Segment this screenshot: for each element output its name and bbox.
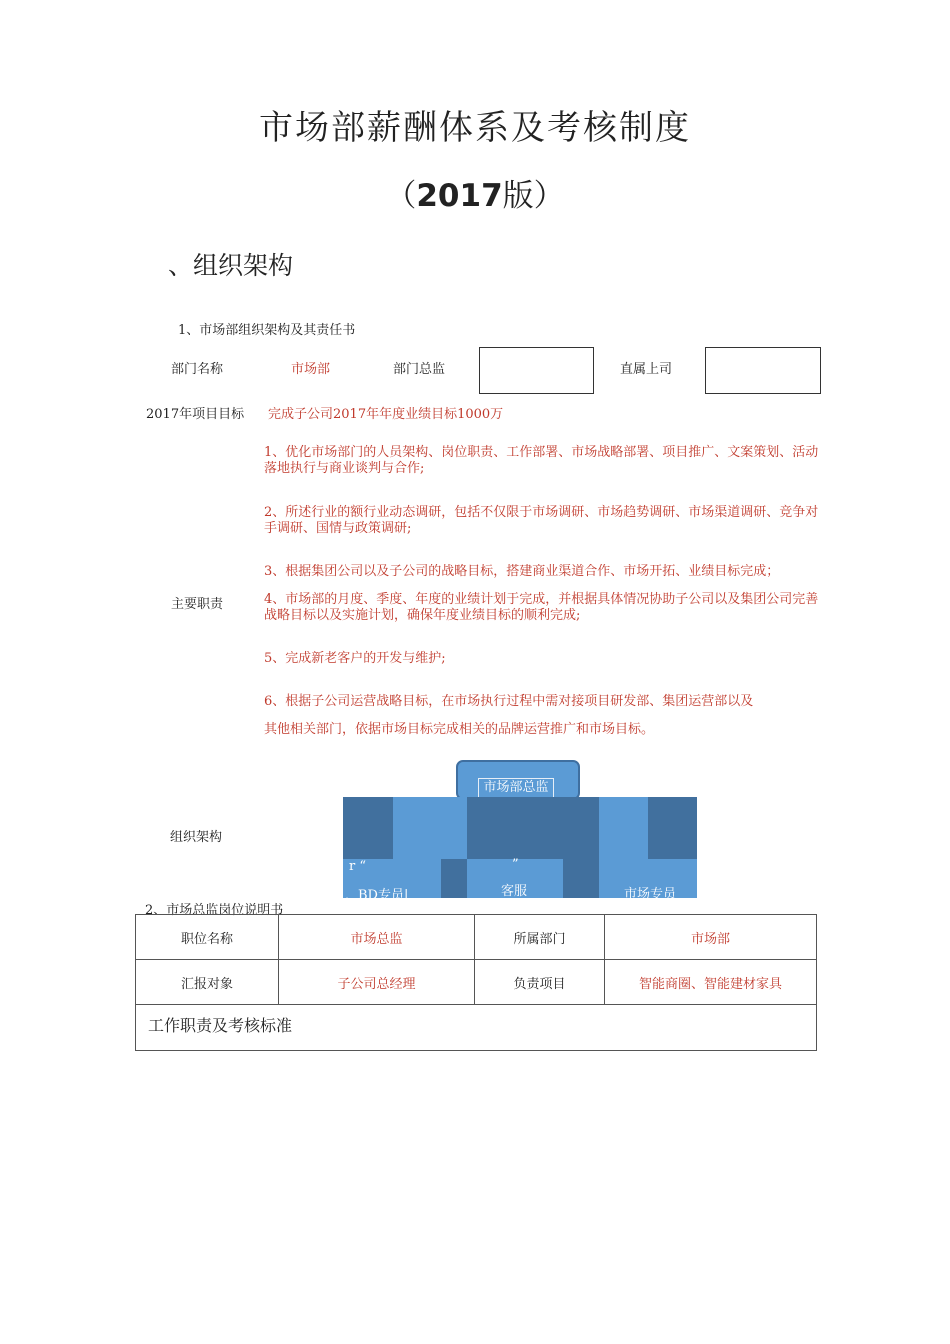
- org-node-service-label: 客服: [501, 884, 528, 899]
- table-cell-value: 市场总监: [279, 915, 475, 960]
- subtitle-year: 2017: [416, 178, 503, 214]
- goal-label: 2017年项目目标: [146, 407, 245, 422]
- duty-item-3: 3、根据集团公司以及子公司的战略目标，搭建商业渠道合作、市场开拓、业绩目标完成；: [264, 564, 780, 579]
- org-block: [441, 859, 467, 898]
- duty-item-1: 1、优化市场部门的人员架构、岗位职责、工作部署、市场战略部署、项目推广、文案策划、活动落地执行与商业谈判与合作;: [264, 445, 819, 476]
- org-mark: ”: [512, 857, 519, 872]
- dept-name-value: 市场部: [291, 362, 331, 377]
- table-row: [136, 915, 817, 960]
- org-block: [648, 797, 697, 859]
- superior-field[interactable]: [705, 347, 821, 394]
- table-row: [136, 1005, 817, 1051]
- subtitle-open: （: [385, 178, 417, 214]
- goal-value: 完成子公司2017年年度业绩目标1000万: [268, 407, 504, 422]
- position-table: [135, 914, 817, 1051]
- org-block: [343, 797, 393, 859]
- org-block: [393, 797, 467, 859]
- org-label: 组织架构: [170, 830, 223, 845]
- table-cell-label: 汇报对象: [136, 960, 279, 1005]
- table-footer-heading: 工作职责及考核标准: [136, 1005, 817, 1051]
- subtitle-rest: 版）: [502, 178, 565, 214]
- org-block: [467, 797, 599, 859]
- section-heading-org: 、组织架构: [168, 251, 294, 280]
- duties-label: 主要职责: [171, 597, 224, 612]
- org-node-top-label: 市场部总监: [478, 778, 554, 798]
- org-mark: r “: [349, 859, 366, 874]
- table-cell-label: 职位名称: [136, 915, 279, 960]
- table-cell-label: 所属部门: [475, 915, 605, 960]
- org-node-specialist-label: 市场专员: [624, 887, 677, 902]
- dept-name-label: 部门名称: [171, 362, 224, 377]
- director-field[interactable]: [479, 347, 594, 394]
- duty-item-6-cont: 其他相关部门，依据市场目标完成相关的品牌运营推广和市场目标。: [264, 722, 655, 737]
- duty-item-2: 2、所述行业的额行业动态调研，包括不仅限于市场调研、市场趋势调研、市场渠道调研、竞争对手调研、国情与政策调研;: [264, 505, 819, 536]
- table-cell-value: 智能商圈、智能建材家具: [605, 960, 817, 1005]
- responsibility-heading: 1、市场部组织架构及其责任书: [178, 323, 356, 338]
- org-node-bd-label: ，BD专员|: [345, 888, 409, 903]
- table-row: [136, 960, 817, 1005]
- table-cell-label: 负责项目: [475, 960, 605, 1005]
- duty-item-5: 5、完成新老客户的开发与维护;: [264, 651, 446, 666]
- table-cell-value: 市场部: [605, 915, 817, 960]
- duty-item-6: 6、根据子公司运营战略目标，在市场执行过程中需对接项目研发部、集团运营部以及: [264, 694, 754, 709]
- org-block: [599, 797, 648, 859]
- duty-item-4: 4、市场部的月度、季度、年度的业绩计划于完成，并根据具体情况协助子公司以及集团公司完善战略目标以及实施计划，确保年度业绩目标的顺利完成;: [264, 592, 819, 623]
- document-title: 市场部薪酬体系及考核制度: [259, 108, 691, 148]
- table-cell-value: 子公司总经理: [279, 960, 475, 1005]
- org-block: [563, 859, 599, 898]
- document-subtitle: [0, 170, 950, 215]
- superior-label: 直属上司: [620, 362, 673, 377]
- position-heading: 2、市场总监岗位说明书: [145, 903, 284, 918]
- director-label: 部门总监: [393, 362, 446, 377]
